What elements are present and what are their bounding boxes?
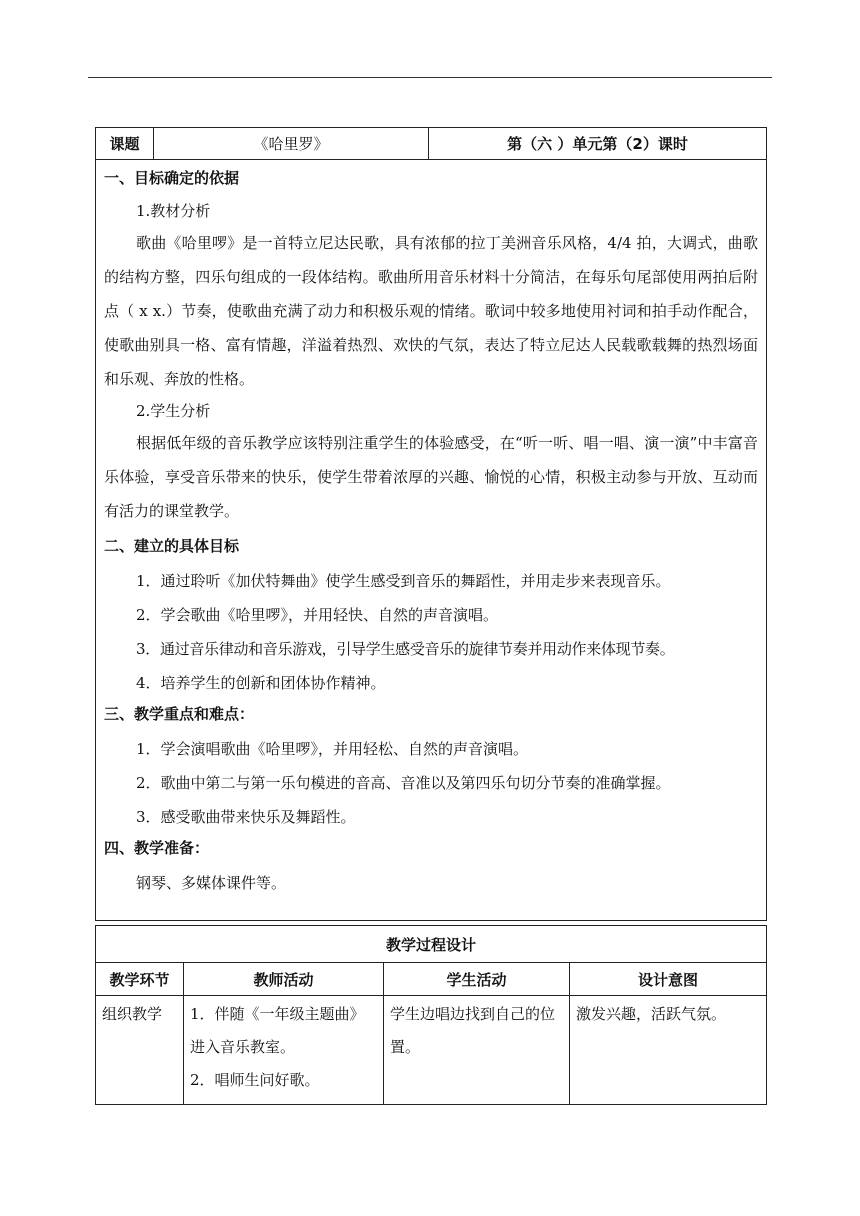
- header-rule: [88, 77, 772, 78]
- material-analysis-heading: 1.教材分析: [136, 202, 211, 220]
- table-row: [96, 996, 767, 1105]
- keypoint-item: 1．学会演唱歌曲《哈里啰》，并用轻松、自然的声音演唱。: [136, 740, 529, 758]
- section2-heading: 二、建立的具体目标: [104, 537, 240, 555]
- keypoint-item: 2．歌曲中第二与第一乐句模进的音高、音准以及第四乐句切分节奏的准确掌握。: [136, 774, 671, 792]
- process-title: 教学过程设计: [96, 926, 767, 963]
- student-cell: 学生边唱边找到自己的位置。: [384, 996, 570, 1105]
- section4-heading: 四、教学准备：: [104, 839, 210, 857]
- column-header-intent: 设计意图: [570, 963, 767, 996]
- teacher-activity-line: 1．伴随《一年级主题曲》进入音乐教室。: [190, 1005, 365, 1056]
- material-analysis-text: 歌曲《哈里啰》是一首特立尼达民歌，具有浓郁的拉丁美洲音乐风格，4/4 拍，大调式，曲歌的结构方整，四乐句组成的一段体结构。歌曲所用音乐材料十分简洁，在每乐句尾部使用两拍后附点（ x x.）节奏，使歌曲充满了动力和积极乐观的情绪。歌词中较多地使用衬词和拍手动作配合，使歌曲别具一格、富有情趣，洋溢着热烈、欢快的气氛，表达了特立尼达人民载歌载舞的热烈场面和乐观、奔放的性格。: [104, 234, 758, 388]
- student-analysis-heading: 2.学生分析: [136, 402, 211, 420]
- preparation-item: 钢琴、多媒体课件等。: [136, 874, 287, 892]
- lesson-plan-table: [95, 127, 767, 921]
- objective-item: 1．通过聆听《加伏特舞曲》使学生感受到音乐的舞蹈性，并用走步来表现音乐。: [136, 572, 671, 590]
- column-header-student: 学生活动: [384, 963, 570, 996]
- intent-cell: 激发兴趣，活跃气氛。: [570, 996, 767, 1105]
- column-header-stage: 教学环节: [96, 963, 184, 996]
- lesson-body: [96, 160, 767, 921]
- objective-item: 3．通过音乐律动和音乐游戏，引导学生感受音乐的旋律节奏并用动作来体现节奏。: [136, 640, 675, 658]
- lesson-title: 《哈里罗》: [154, 128, 429, 160]
- section3-heading: 三、教学重点和难点：: [104, 705, 255, 723]
- objective-item: 2．学会歌曲《哈里啰》，并用轻快、自然的声音演唱。: [136, 606, 499, 624]
- objective-item: 4．培养学生的创新和团体协作精神。: [136, 674, 386, 692]
- column-header-teacher: 教师活动: [184, 963, 384, 996]
- process-table: [95, 925, 767, 1105]
- topic-label: 课题: [96, 128, 154, 160]
- stage-cell: 组织教学: [96, 996, 184, 1105]
- student-analysis-text: 根据低年级的音乐教学应该特别注重学生的体验感受，在“听一听、唱一唱、演一演”中丰富音乐体验，享受音乐带来的快乐，使学生带着浓厚的兴趣、愉悦的心情，积极主动参与开放、互动而有活力的课堂教学。: [104, 434, 758, 520]
- teacher-activity-line: 2．唱师生问好歌。: [190, 1071, 320, 1089]
- teacher-cell: [184, 996, 384, 1105]
- unit-info: 第（六 ）单元第（2）课时: [429, 128, 767, 160]
- keypoint-item: 3．感受歌曲带来快乐及舞蹈性。: [136, 808, 356, 826]
- section1-heading: 一、目标确定的依据: [104, 169, 240, 187]
